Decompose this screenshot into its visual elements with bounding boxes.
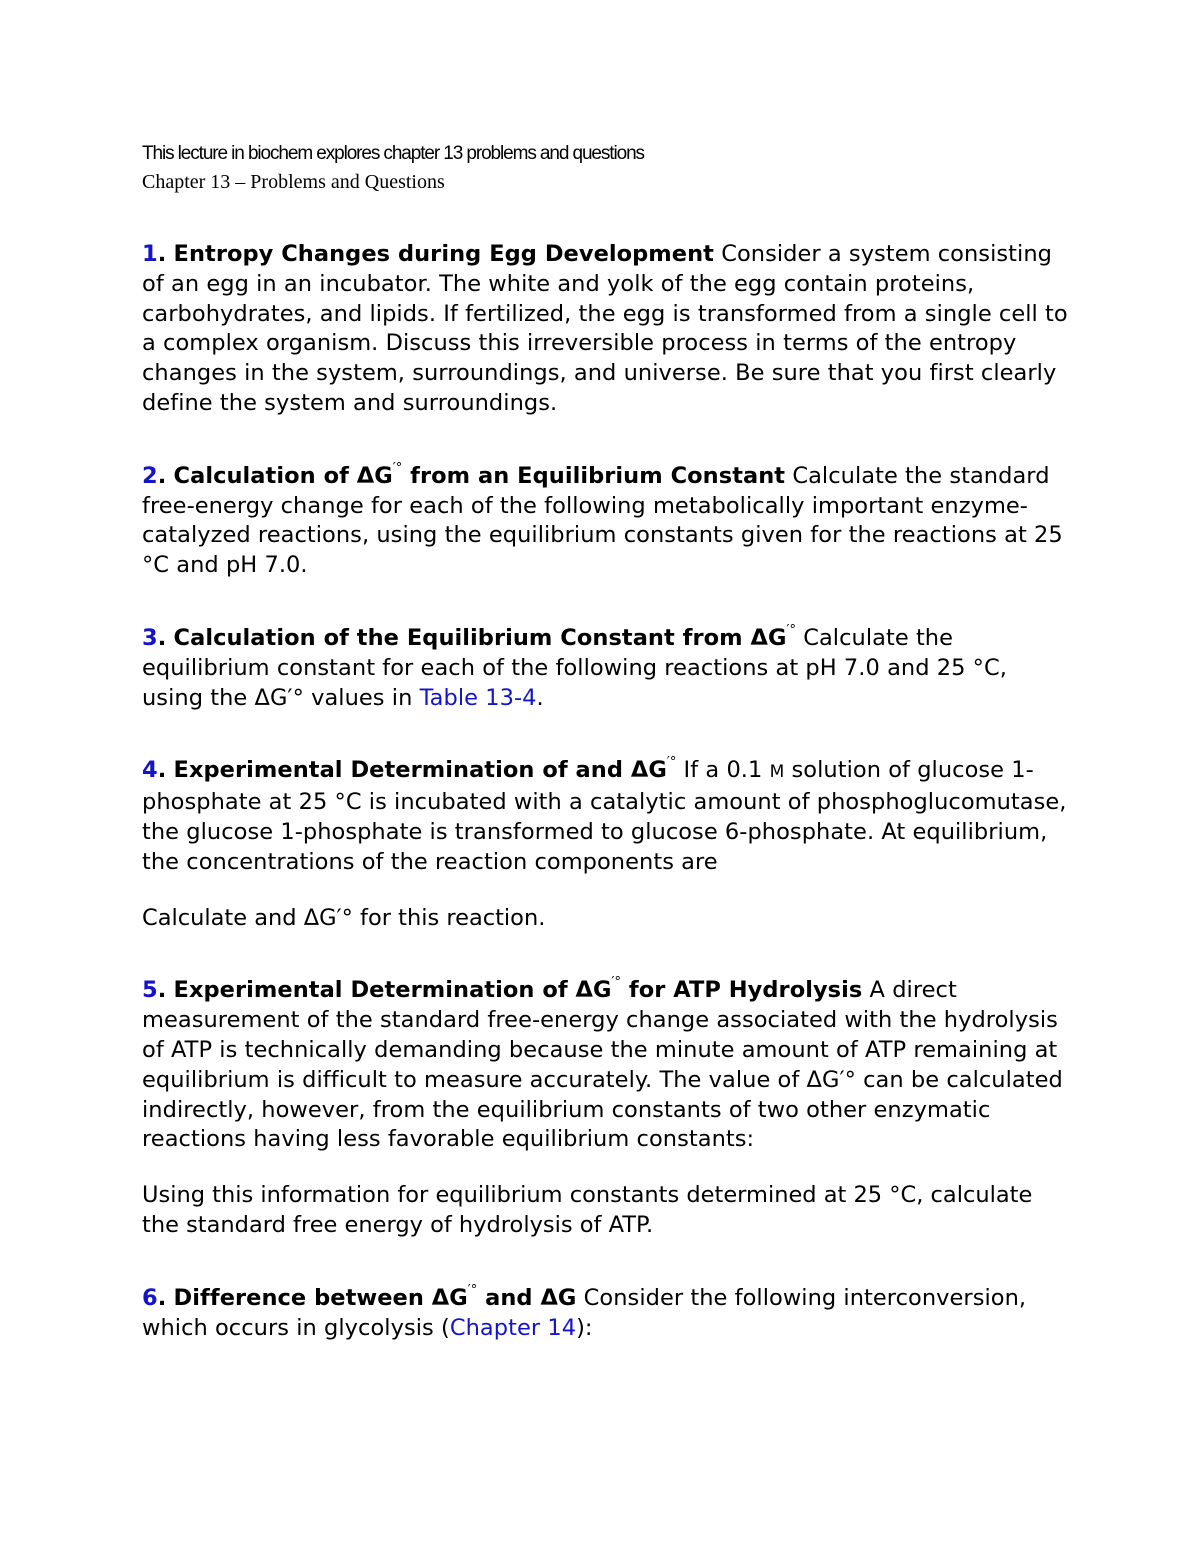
question-5-followup: Using this information for equilibrium constants determined at 25 °C, calculate the standard free energy of hydrolysis of ATP. <box>142 1182 1033 1238</box>
question-body-part-b: solution of glucose 1- phosphate at 25 °C is incubated with a catalytic amount of phosphoglucomutase, the glucose 1-phosphate is transformed to glucose 6-phosphate. At equilibrium, the concentrations of the reaction components are <box>142 757 1067 875</box>
question-body-part-a: Consider the following interconversion, which occurs in glycolysis ( <box>142 1284 1027 1341</box>
molar-unit: M <box>769 762 785 783</box>
question-title-part-a: Experimental Determination of ΔG <box>173 977 612 1004</box>
question-6 <box>142 1276 1072 1344</box>
question-number-dot: . <box>157 757 167 784</box>
question-body-part-a: Calculate the equilibrium constant for each of the following reactions at pH 7.0 and 25 °C, using the ΔG′° values in <box>142 624 1007 711</box>
question-1 <box>142 240 1072 419</box>
prime-degree-superscript: ′° <box>786 622 796 638</box>
question-title-part-a: Calculation of ΔG <box>173 462 393 489</box>
prime-degree-superscript: ′° <box>666 755 677 771</box>
question-4-followup: Calculate and ΔG′° for this reaction. <box>142 904 546 931</box>
question-body: A direct measurement of the standard free-energy change associated with the hydrolysis of ATP is technically demanding because the minute amount of ATP remaining at equilibrium is difficult to measure accurately. The value of ΔG′° can be calculated indirectly, however, from the equilibrium constants of two other enzymatic reactions having less favorable equilibrium constants: <box>142 977 1063 1153</box>
question-body-part-a: If a 0.1 <box>676 757 770 784</box>
question-number-dot: . <box>157 1284 167 1311</box>
table-13-4-link[interactable]: Table 13-4 <box>419 684 537 711</box>
question-number-dot: . <box>157 462 167 489</box>
question-number-dot: . <box>157 241 167 267</box>
question-number: 2 <box>142 462 158 489</box>
question-body: Consider a system consisting of an egg in an incubator. The white and yolk of the egg contain proteins, carbohydrates, and lipids. If fertilized, the egg is transformed from a single cell to a complex organism. Discuss this irreversible process in terms of the entropy changes in the system, surroundings, and universe. Be sure that you first clearly define the system and surroundings. <box>142 241 1068 416</box>
question-2 <box>142 454 1072 581</box>
question-title-part-b: and ΔG <box>477 1284 577 1311</box>
question-title-part-a: Calculation of the Equilibrium Constant from ΔG <box>173 624 787 651</box>
question-number: 1 <box>142 241 158 267</box>
question-number: 4 <box>142 757 158 784</box>
question-body-part-b: . <box>536 684 544 711</box>
question-number: 5 <box>142 977 158 1004</box>
question-3 <box>142 616 1072 713</box>
question-number-dot: . <box>157 977 167 1004</box>
question-title: Entropy Changes during Egg Development <box>173 241 714 267</box>
question-5 <box>142 968 1072 1155</box>
document-page <box>142 140 1072 1378</box>
question-title-part-b: for ATP Hydrolysis <box>621 977 863 1004</box>
question-title-part-a: Experimental Determination of and ΔG <box>173 757 667 784</box>
question-number: 6 <box>142 1284 158 1311</box>
question-number-dot: . <box>157 624 167 651</box>
question-4 <box>142 748 1072 877</box>
lecture-description: This lecture in biochem explores chapter 13 problems and questions <box>142 143 644 164</box>
prime-degree-superscript: ′° <box>392 460 403 476</box>
chapter-title: Chapter 13 – Problems and Questions <box>142 171 445 193</box>
prime-degree-superscript: ′° <box>467 1282 478 1298</box>
question-title-part-a: Difference between ΔG <box>173 1284 468 1311</box>
question-body: Calculate the standard free-energy change for each of the following metabolically important enzyme-catalyzed reactions, using the equilibrium constants given for the reactions at 25 °C and pH 7.0. <box>142 462 1063 579</box>
prime-degree-superscript: ′° <box>611 975 621 991</box>
question-body-part-b: ): <box>576 1314 593 1341</box>
chapter-14-link[interactable]: Chapter 14 <box>449 1314 577 1341</box>
question-title-part-b: from an Equilibrium Constant <box>402 462 786 489</box>
question-number: 3 <box>142 624 158 651</box>
